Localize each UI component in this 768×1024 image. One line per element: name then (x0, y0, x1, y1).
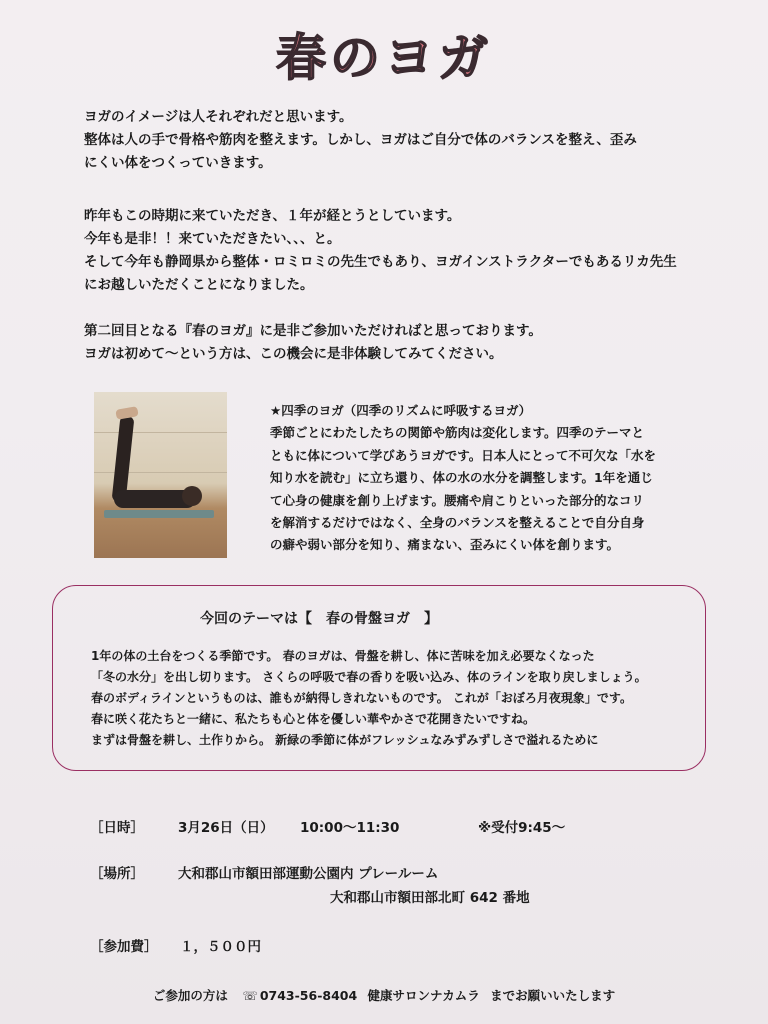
season-yoga-section (270, 400, 700, 557)
intro-line: にくい体をつくっていきます。 (84, 155, 272, 171)
contact-footer (0, 986, 768, 1004)
season-line: 知り水を読む」に立ち還り、体の水の水分を調整します。1年を通じ (270, 470, 653, 486)
intro-paragraph (84, 106, 704, 175)
season-line: を解消するだけではなく、全身のバランスを整えることで自分自身 (270, 515, 645, 531)
history-line: そして今年も静岡県から整体・ロミロミの先生でもあり、ヨガインストラクターでもあるリカ先生 (84, 254, 677, 270)
invite-line: ヨガは初めて〜という方は、この機会に是非体験してみてください。 (84, 346, 503, 362)
footer-prefix: ご参加の方は (152, 988, 228, 1003)
history-line: にお越しいただくことになりました。 (84, 277, 314, 293)
season-line: の癖や弱い部分を知り、痛まない、歪みにくい体を創ります。 (270, 537, 620, 553)
theme-box (52, 585, 706, 771)
place-venue: 大和郡山市額田部運動公園内 プレールーム (178, 866, 439, 882)
place-address: 大和郡山市額田部北町 642 番地 (330, 890, 530, 906)
footer-suffix: までお願いいたします (490, 988, 616, 1003)
season-line: て心身の健康を創り上げます。腰痛や肩こりといった部分的なコリ (270, 492, 645, 508)
place-label: ［場所］ (90, 866, 144, 882)
fee-amount: １，５００円 (180, 939, 261, 955)
history-line: 昨年もこの時期に来ていただき、１年が経とうとしています。 (84, 208, 461, 224)
date-time: 10:00〜11:30 (300, 820, 400, 836)
date-label: ［日時］ (90, 820, 144, 836)
theme-line: 春に咲く花たちと一緒に、私たちも心と体を優しい華やかさで花開きたいですね。 (91, 712, 536, 726)
invite-paragraph (84, 320, 704, 366)
intro-line: ヨガのイメージは人それぞれだと思います。 (84, 109, 353, 125)
fee-label: ［参加費］ (90, 939, 158, 955)
season-line: ともに体について学びあうヨガです。日本人にとって不可欠な「水を (270, 447, 657, 463)
season-heading: ★四季のヨガ（四季のリズムに呼吸するヨガ） (270, 403, 532, 418)
phone-icon: ☏ (242, 988, 258, 1003)
date-day: 3月26日（日） (178, 820, 274, 836)
invite-line: 第二回目となる『春のヨガ』に是非ご参加いただければと思っております。 (84, 323, 542, 339)
theme-title: 今回のテーマは【 春の骨盤ヨガ 】 (200, 611, 438, 627)
theme-line: 「冬の水分」を出し切ります。 さくらの呼吸で春の香りを吸い込み、体のラインを取り戻しましょう。 (91, 670, 647, 684)
theme-line: 春のボディラインというものは、誰もが納得しきれないものです。 これが「おぼろ月夜現象」です。 (91, 691, 632, 705)
season-line: 季節ごとにわたしたちの関節や筋肉は変化します。四季のテーマと (270, 425, 645, 441)
footer-phone: 0743-56-8404 (259, 988, 358, 1003)
theme-body (91, 646, 691, 751)
history-line: 今年も是非！！来ていただきたい、、、と。 (84, 231, 341, 247)
footer-salon: 健康サロンナカムラ (367, 988, 480, 1003)
page-title: 春のヨガ (276, 29, 492, 87)
theme-line: まずは骨盤を耕し、土作りから。 新緑の季節に体がフレッシュなみずみずしさで溢れるために (91, 733, 599, 747)
date-reception: ※受付9:45〜 (478, 820, 566, 836)
yoga-photo (94, 392, 227, 558)
history-paragraph (84, 205, 704, 297)
theme-line: 1年の体の土台をつくる季節です。 春のヨガは、骨盤を耕し、体に苦味を加え必要なくなった (91, 649, 595, 663)
intro-line: 整体は人の手で骨格や筋肉を整えます。しかし、ヨガはご自分で体のバランスを整え、歪み (84, 132, 637, 148)
